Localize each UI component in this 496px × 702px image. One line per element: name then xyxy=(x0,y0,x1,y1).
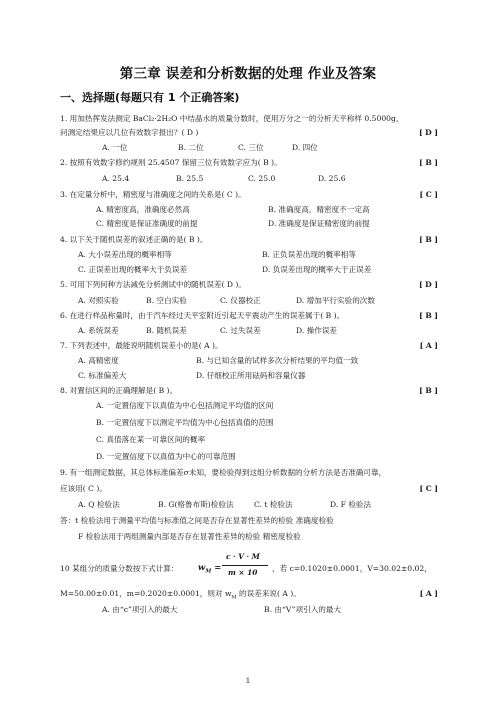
section-heading: 一、选择题(每题只有 1 个正确答案) xyxy=(60,91,240,104)
q2-option-c: C. 25.0 xyxy=(248,174,276,183)
q1-option-c: C. 三位 xyxy=(238,143,264,152)
q4-stem: 4. 以下关于随机误差的叙述正确的是( B )。 xyxy=(60,235,208,244)
q5-option-d: D. 增加平行实验的次数 xyxy=(296,296,375,305)
q5-stem: 5. 可用下列何种方法减免分析测试中的随机误差( D )。 xyxy=(60,280,246,289)
q5-option-a: A. 对照实验 xyxy=(78,296,119,305)
q10-option-a: A. 由“c”项引入的最大 xyxy=(102,605,178,614)
q9-stem-line1: 9. 有一组测定数据，其总体标准偏差σ未知，要检验得到这组分析数据的分析方法是否准确可靠， xyxy=(60,468,387,477)
q9-note-f-test: F 检验法用于两组测量内部是否存在显著性差异的检验 精密度检验 xyxy=(78,532,301,541)
q2-option-d: D. 25.6 xyxy=(318,174,346,183)
q2-answer: [ B ] xyxy=(419,158,438,167)
q5-option-c: C. 仪器校正 xyxy=(220,296,261,305)
q9-option-d: D. F 检验法 xyxy=(330,500,372,509)
q3-option-a: A. 精密度高，准确度必然高 xyxy=(96,205,190,214)
page-number: 1 xyxy=(245,676,251,685)
q7-answer: [ A ] xyxy=(419,341,438,350)
q6-stem: 6. 在进行样品称量时，由于汽车经过天平室附近引起天平震动产生的误差属于( B )。 xyxy=(60,311,345,320)
q1-stem-line2: 问测定结果应以几位有效数字报出？( D ) xyxy=(60,128,199,137)
formula-lhs: $w_M$ = xyxy=(198,562,222,575)
q4-option-b: B. 正负误差出现的概率相等 xyxy=(262,250,356,259)
q10-answer: [ A ] xyxy=(419,589,438,598)
q4-option-c: C. 正误差出现的概率大于负误差 xyxy=(78,265,188,274)
q1-option-b: B. 二位 xyxy=(178,143,204,152)
q6-option-d: D. 操作误差 xyxy=(296,326,338,335)
q7-option-d: D. 仔细校正所用砝码和容量仪器 xyxy=(196,371,306,380)
q4-option-a: A. 大小误差出现的概率相等 xyxy=(78,250,172,259)
q10-stem-line2 xyxy=(60,589,301,603)
q9-option-b: B. G(格鲁布斯)检验法 xyxy=(158,500,234,509)
formula-lhs-subscript: M xyxy=(205,568,212,575)
formula-numerator: c · V · M xyxy=(226,552,260,561)
formula-denominator: m × 10 xyxy=(228,568,258,577)
q9-option-a: A. Q 检验法 xyxy=(78,500,120,509)
q6-option-a: A. 系统误差 xyxy=(78,326,119,335)
q10-stem-post: ，若 c=0.1020±0.0001，V=30.02±0.02， xyxy=(272,564,432,573)
q10-line2-post: 的误差来说( A )。 xyxy=(236,589,301,598)
q9-note-t-test: 答：t 检验法用于测量平均值与标准值之间是否存在显著性差异的检验 准确度检验 xyxy=(60,516,334,525)
q7-option-a: A. 高精密度 xyxy=(78,356,119,365)
q7-stem: 7. 下列表述中，最能说明随机误差小的是( A )。 xyxy=(60,341,223,350)
q7-option-c: C. 标准偏差大 xyxy=(78,371,127,380)
q5-answer: [ D ] xyxy=(418,280,438,289)
q8-option-a: A. 一定置信度下以真值为中心包括测定平均值的区间 xyxy=(96,401,274,410)
q9-stem-line2: 应该用( C )。 xyxy=(60,484,107,493)
formula-fraction-bar xyxy=(222,565,268,566)
q6-option-c: C. 过失误差 xyxy=(220,326,261,335)
q5-option-b: B. 空白实验 xyxy=(146,296,187,305)
q8-option-b: B. 一定置信度下以测定平均值为中心包括真值的范围 xyxy=(96,418,274,427)
q7-option-b: B. 与已知含量的试样多次分析结果的平均值一致 xyxy=(196,356,359,365)
q3-answer: [ C ] xyxy=(419,190,438,199)
q1-option-d: D. 四位 xyxy=(292,143,318,152)
q9-answer: [ C ] xyxy=(419,484,438,493)
q6-answer: [ B ] xyxy=(419,311,438,320)
q3-option-d: D. 准确度是保证精密度的前提 xyxy=(268,219,370,228)
q6-option-b: B. 随机误差 xyxy=(146,326,187,335)
q1-answer: [ D ] xyxy=(418,128,438,137)
q2-stem: 2. 按照有效数字修约规则 25.4507 保留三位有效数字应为( B )。 xyxy=(60,158,282,167)
q9-option-c: C. t 检验法 xyxy=(254,500,293,509)
q4-answer: [ B ] xyxy=(419,235,438,244)
q10-option-b: B. 由“V”项引入的最大 xyxy=(264,605,342,614)
q10-line2-text: M=50.00±0.01，m=0.2020±0.0001，则对 w xyxy=(60,589,232,598)
q3-stem: 3. 在定量分析中，精密度与准确度之间的关系是( C )。 xyxy=(60,190,246,199)
q2-option-b: B. 25.5 xyxy=(176,174,204,183)
q10-line2-subscript: M xyxy=(231,594,237,601)
q8-answer: [ B ] xyxy=(419,386,438,395)
q1-stem-line1: 1. 用加热挥发法测定 BaCl₂·2H₂O 中结晶水的质量分数时，使用万分之一的分析天平称样 0.5000g， xyxy=(60,114,404,123)
q1-option-a: A. 一位 xyxy=(102,143,128,152)
q8-option-c: C. 真值落在某一可靠区间的概率 xyxy=(96,435,206,444)
q8-stem: 8. 对置信区间的正确理解是( B )。 xyxy=(60,386,178,395)
q3-option-c: C. 精密度是保证准确度的前提 xyxy=(96,219,198,228)
page-title: 第三章 误差和分析数据的处理 作业及答案 xyxy=(119,66,377,82)
q8-option-d: D. 一定置信度下以真值为中心的可靠范围 xyxy=(96,452,236,461)
q3-option-b: B. 准确度高，精密度不一定高 xyxy=(268,205,370,214)
q2-option-a: A. 25.4 xyxy=(102,174,130,183)
q10-stem-pre: 10 某组分的质量分数按下式计算： xyxy=(60,564,179,573)
formula-lhs-symbol: w xyxy=(198,562,206,572)
q4-option-d: D. 负误差出现的概率大于正误差 xyxy=(262,265,372,274)
